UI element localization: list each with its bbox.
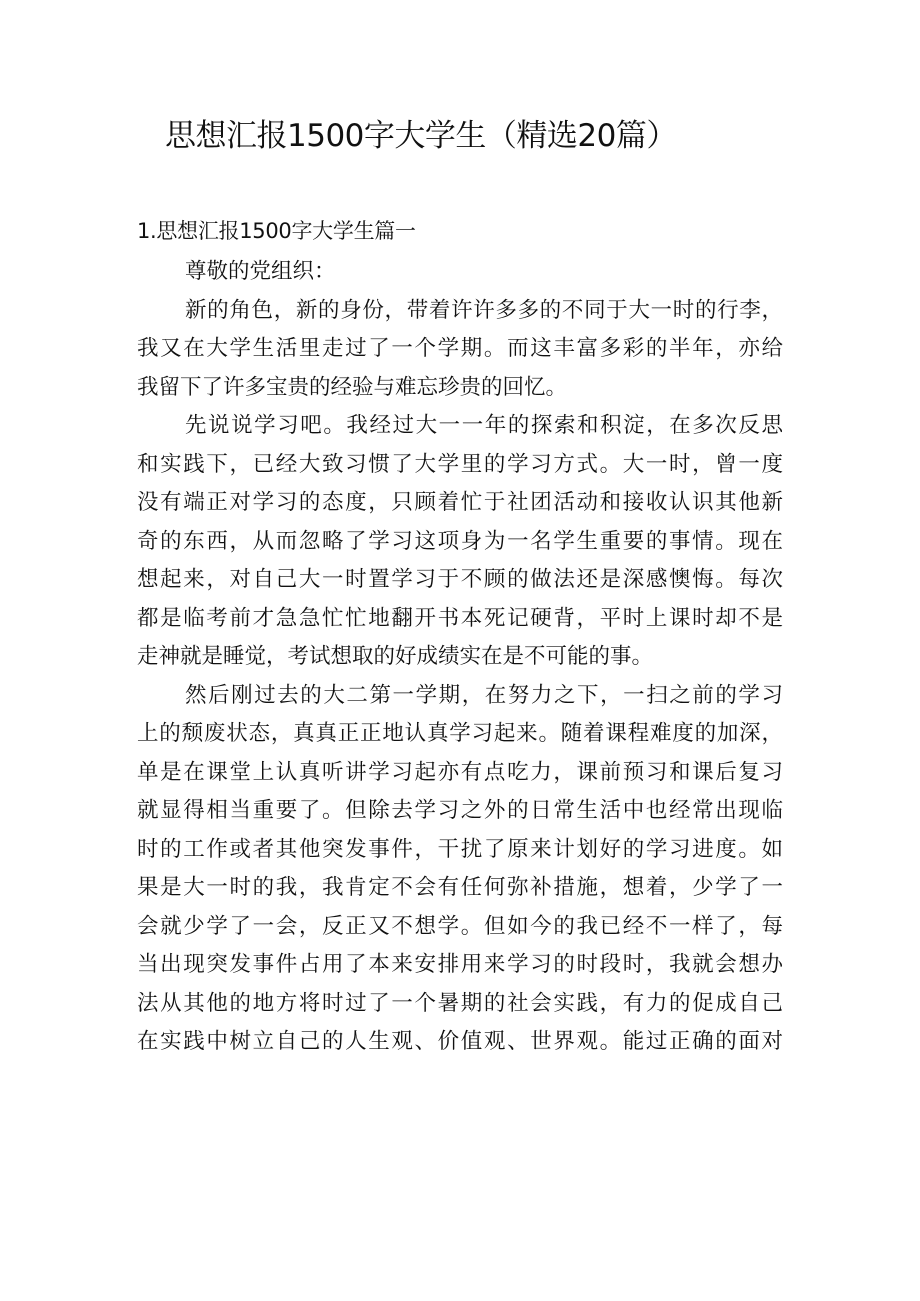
paragraph-line: 走神就是睡觉，考试想取的好成绩实在是不可能的事。 bbox=[137, 644, 654, 669]
paragraph-line: 会就少学了一会，反正又不想学。但如今的我已经不一样了，每 bbox=[137, 913, 783, 939]
document-title: 思想汇报1500字大学生（精选20篇） bbox=[165, 118, 677, 154]
paragraph-line: 都是临考前才急急忙忙地翻开书本死记硬背，平时上课时却不是 bbox=[137, 605, 783, 631]
paragraph-2 bbox=[137, 407, 783, 677]
paragraph-line: 然后刚过去的大二第一学期，在努力之下，一扫之前的学习 bbox=[185, 682, 783, 708]
paragraph-line: 果是大一时的我，我肯定不会有任何弥补措施，想着，少学了一 bbox=[137, 875, 783, 900]
paragraph-line: 和实践下，已经大致习惯了大学里的学习方式。大一时，曾一度 bbox=[137, 451, 783, 477]
document-body bbox=[137, 253, 783, 1062]
paragraph-line: 上的颓废状态，真真正正地认真学习起来。随着课程难度的加深， bbox=[137, 721, 783, 746]
paragraph-line: 在实践中树立自己的人生观、价值观、世界观。能过正确的面对 bbox=[137, 1029, 783, 1054]
paragraph-line: 新的角色，新的身份，带着许许多多的不同于大一时的行李， bbox=[185, 297, 783, 323]
paragraph-line: 我又在大学生活里走过了一个学期。而这丰富多彩的半年，亦给 bbox=[137, 336, 783, 361]
paragraph-1 bbox=[137, 292, 783, 408]
section-heading: 1.思想汇报1500字大学生篇一 bbox=[137, 219, 416, 243]
paragraph-3 bbox=[137, 677, 783, 1062]
paragraph-line: 就显得相当重要了。但除去学习之外的日常生活中也经常出现临 bbox=[137, 798, 783, 823]
paragraph-line: 先说说学习吧。我经过大一一年的探索和积淀，在多次反思 bbox=[185, 413, 783, 438]
paragraph-line: 法从其他的地方将时过了一个暑期的社会实践，有力的促成自己 bbox=[137, 990, 783, 1016]
paragraph-line: 当出现突发事件占用了本来安排用来学习的时段时，我就会想办 bbox=[137, 952, 783, 977]
paragraph-line: 时的工作或者其他突发事件，干扰了原来计划好的学习进度。如 bbox=[137, 836, 783, 862]
paragraph-line: 我留下了许多宝贵的经验与难忘珍贵的回忆。 bbox=[137, 374, 568, 400]
salutation: 尊敬的党组织： bbox=[185, 259, 336, 284]
paragraph-line: 没有端正对学习的态度，只顾着忙于社团活动和接收认识其他新 bbox=[137, 490, 783, 515]
paragraph-line: 想起来，对自己大一时置学习于不顾的做法还是深感懊悔。每次 bbox=[137, 567, 783, 592]
paragraph-line: 单是在课堂上认真听讲学习起亦有点吃力，课前预习和课后复习 bbox=[137, 759, 783, 785]
paragraph-line: 奇的东西，从而忽略了学习这项身为一名学生重要的事情。现在 bbox=[137, 528, 783, 554]
